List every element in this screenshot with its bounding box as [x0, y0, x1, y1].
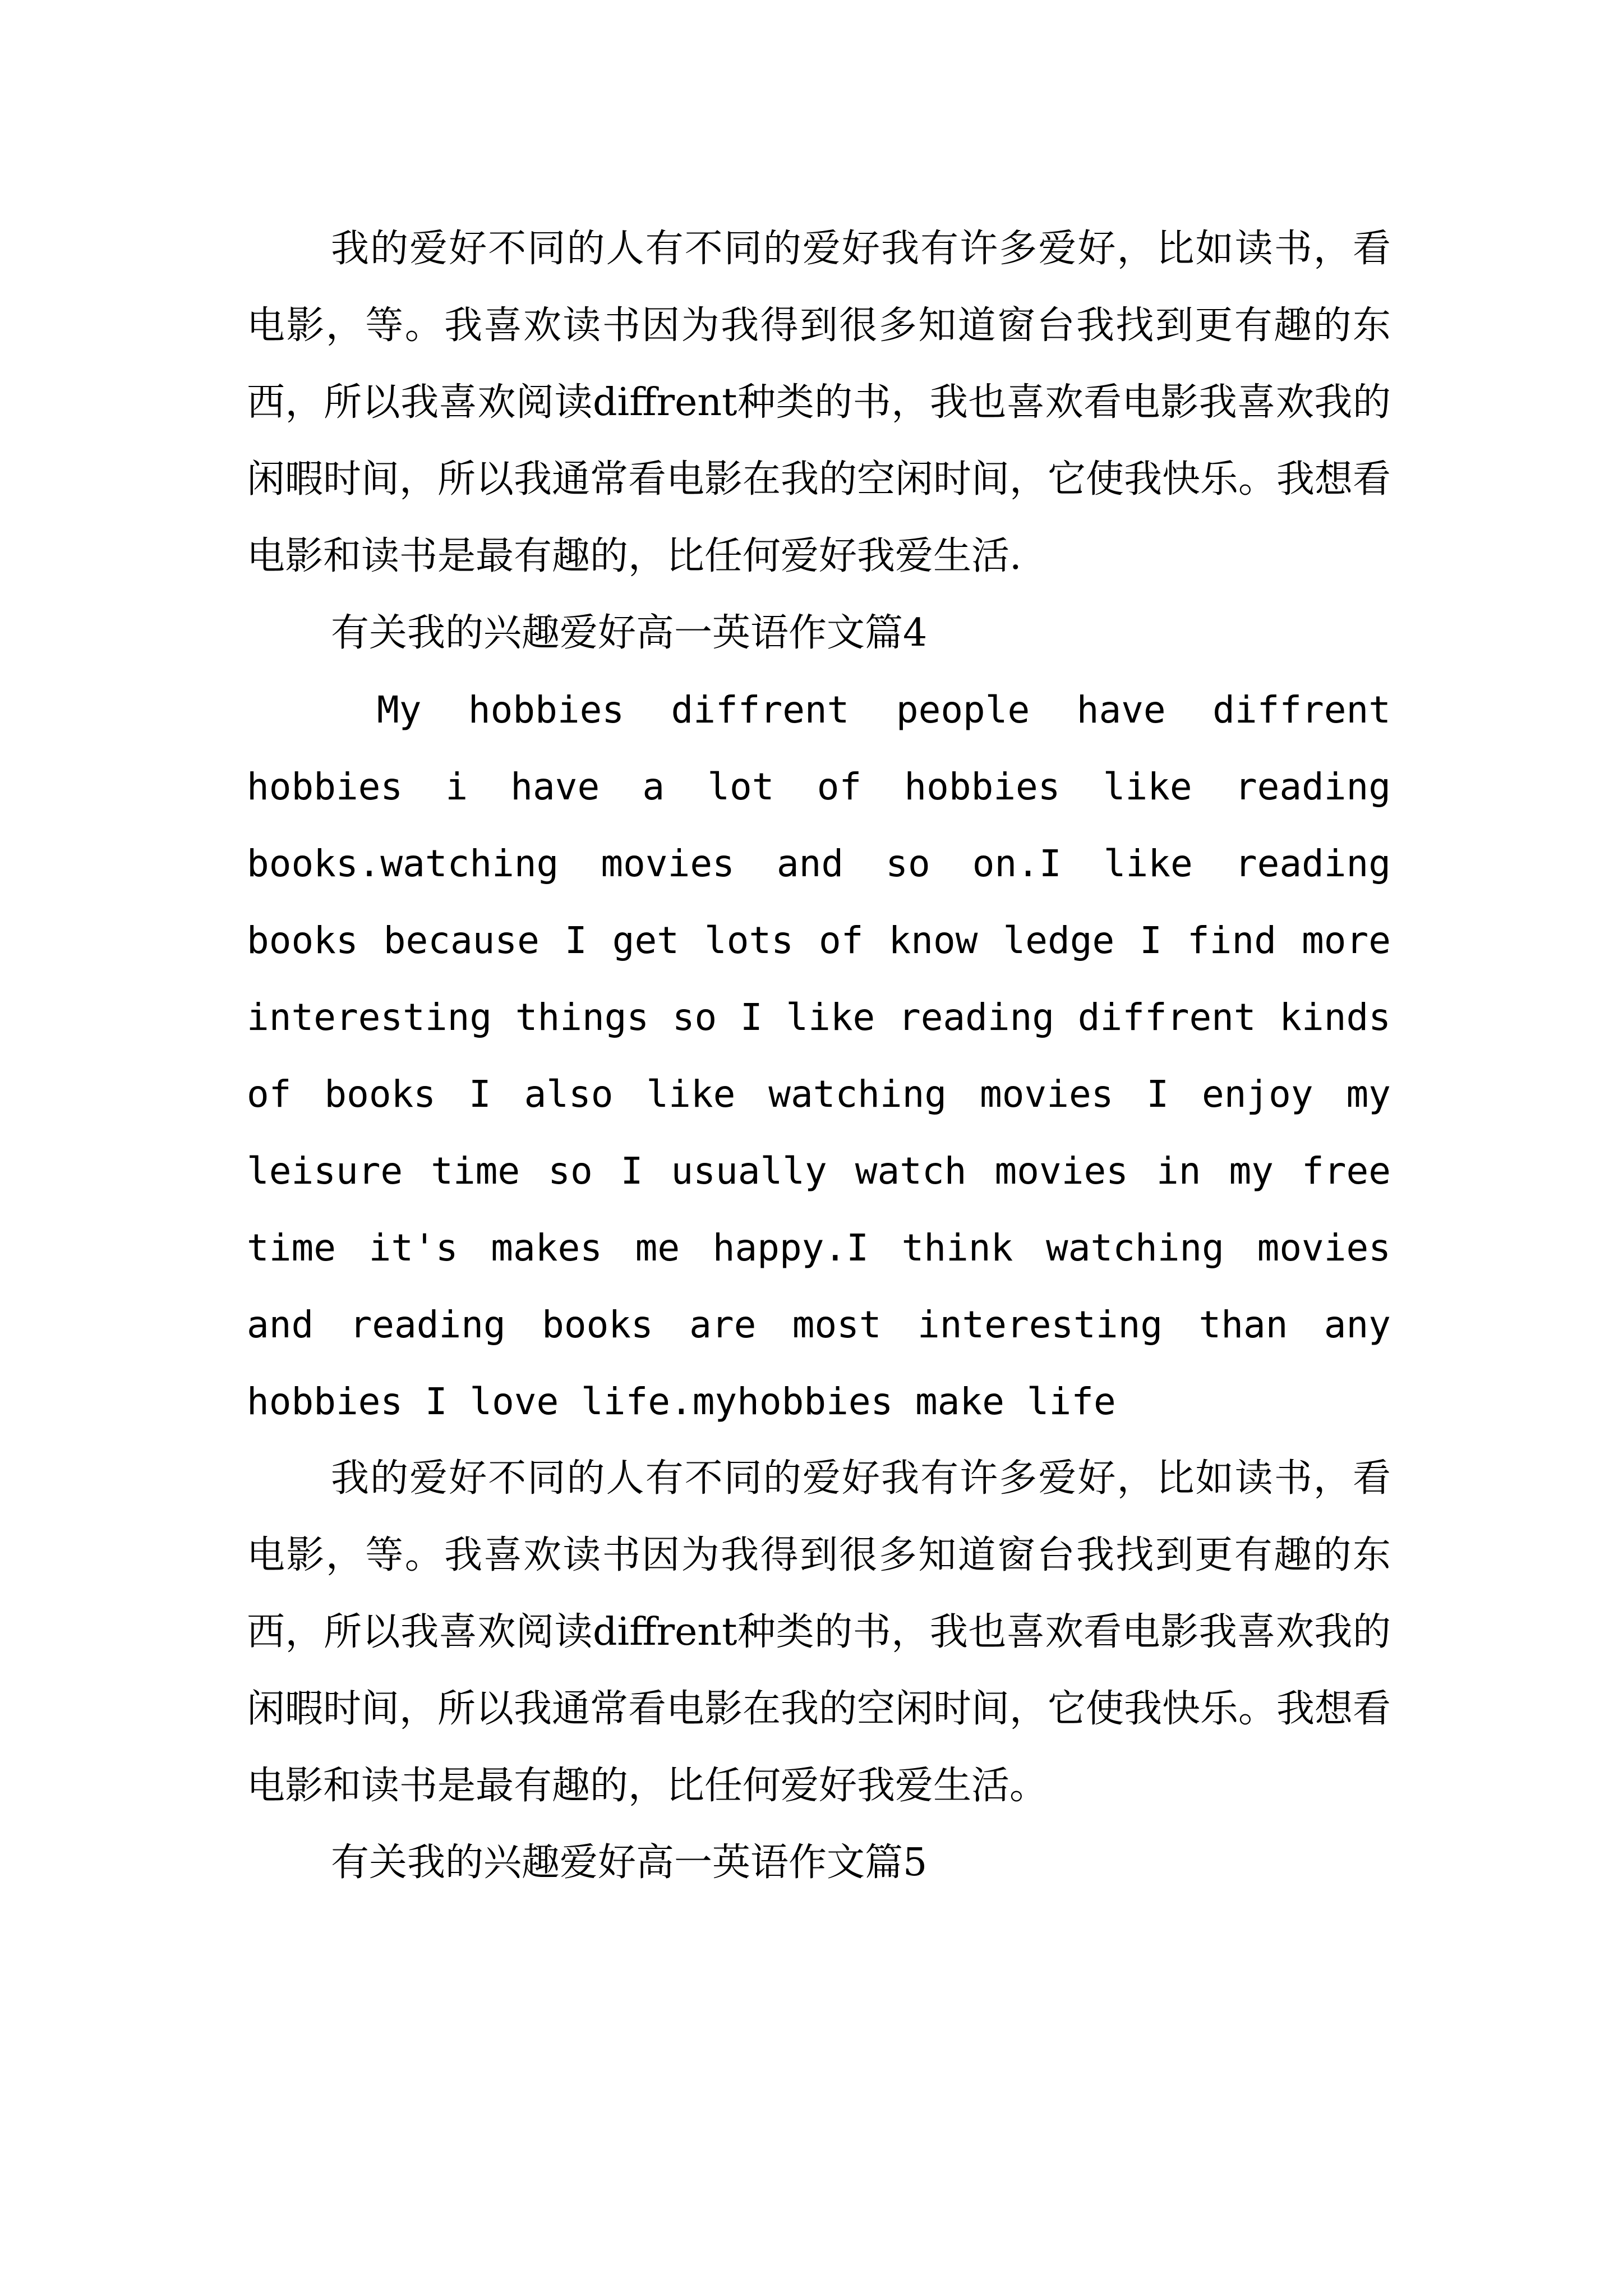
document-body: [247, 210, 1391, 1901]
section-heading-4: 有关我的兴趣爱好高一英语作文篇4: [331, 611, 928, 655]
chinese-paragraph-1: 我的爱好不同的人有不同的爱好我有许多爱好，比如读书，看电影，等。我喜欢读书因为我得到很多知道窗台我找到更有趣的东西，所以我喜欢阅读diffrent种类的书，我也喜欢看电影我喜欢我的闲暇时间，所以我通常看电影在我的空闲时间，它使我快乐。我想看电影和读书是最有趣的，比任何爱好我爱生活.: [247, 227, 1391, 578]
section-heading-5: 有关我的兴趣爱好高一英语作文篇5: [331, 1841, 928, 1885]
chinese-paragraph-2: 我的爱好不同的人有不同的爱好我有许多爱好，比如读书，看电影，等。我喜欢读书因为我得到很多知道窗台我找到更有趣的东西，所以我喜欢阅读diffrent种类的书，我也喜欢看电影我喜欢我的闲暇时间，所以我通常看电影在我的空闲时间，它使我快乐。我想看电影和读书是最有趣的，比任何爱好我爱生活。: [247, 1456, 1391, 1808]
english-paragraph: My hobbies diffrent people have diffrent hobbies i have a lot of hobbies like reading books.watching movies and so on.I like reading books because I get lots of know ledge I find more interesting things so I like reading diffrent kinds of books I also like watching movies I enjoy my leisure time so I usually watch movies in my free time it's makes me happy.I think watching movies and reading books are most interesting than any hobbies I love life.myhobbies make life: [247, 688, 1391, 1423]
